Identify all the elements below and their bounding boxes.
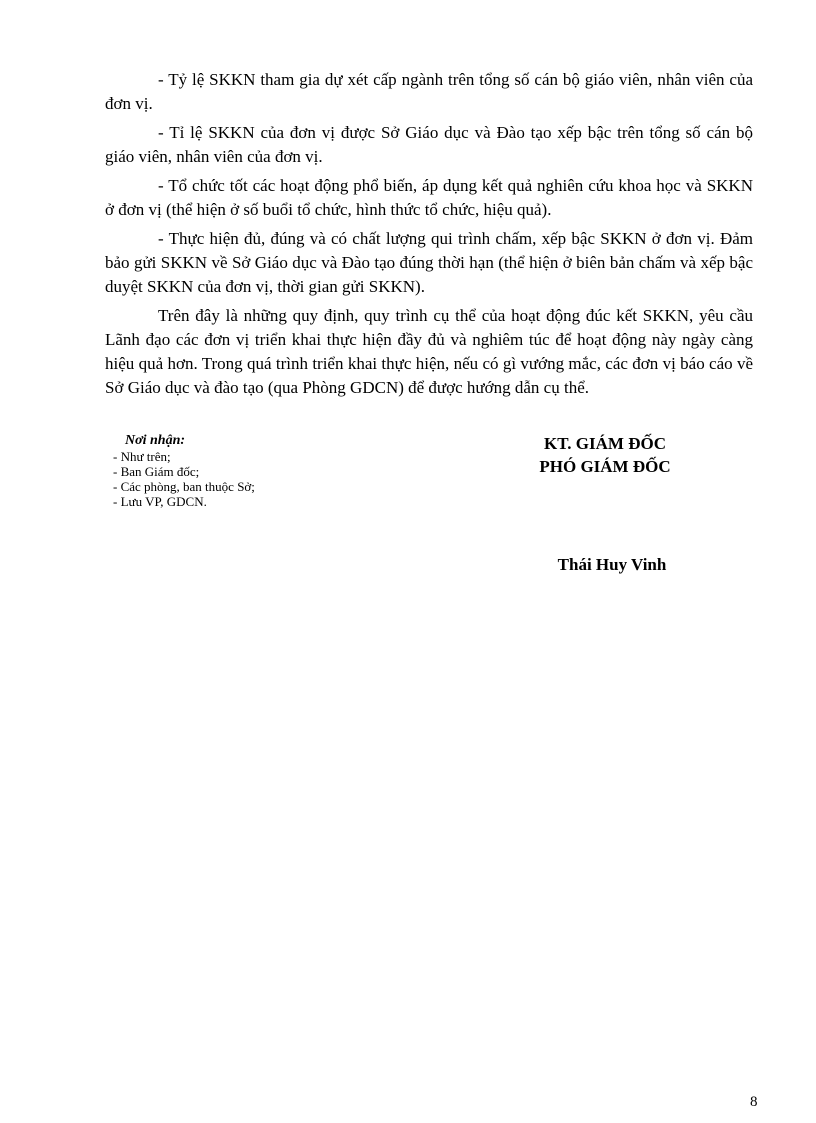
paragraph: - Thực hiện đủ, đúng và có chất lượng qui trình chấm, xếp bậc SKKN ở đơn vị. Đảm bảo gửi SKKN về Sở Giáo dục và Đào tạo đúng thời hạn (thể hiện ở biên bản chấm và xếp bậc duyệt SKKN của đơn vị, thời gian gửi SKKN). <box>105 229 753 296</box>
paragraph: - Tỉ lệ SKKN của đơn vị được Sở Giáo dục và Đào tạo xếp bậc trên tổng số cán bộ giáo viên, nhân viên của đơn vị. <box>105 123 753 166</box>
recipient-item: - Ban Giám đốc; <box>113 464 200 479</box>
paragraph: - Tổ chức tốt các hoạt động phổ biến, áp dụng kết quả nghiên cứu khoa học và SKKN ở đơn vị (thể hiện ở số buổi tổ chức, hình thức tổ chức, hiệu quả). <box>105 176 753 219</box>
recipients-list <box>113 449 373 509</box>
recipients-block <box>113 432 373 509</box>
recipient-item: - Các phòng, ban thuộc Sở; <box>113 479 255 494</box>
signer-name: Thái Huy Vinh <box>557 555 667 574</box>
signature-title-line1: KT. GIÁM ĐỐC <box>544 434 666 453</box>
paragraph: - Tỷ lệ SKKN tham gia dự xét cấp ngành trên tổng số cán bộ giáo viên, nhân viên của đơn vị. <box>105 70 753 113</box>
page-number: 8 <box>750 1094 758 1110</box>
document-body <box>105 68 753 405</box>
paragraph: Trên đây là những quy định, quy trình cụ thể của hoạt động đúc kết SKKN, yêu cầu Lãnh đạo các đơn vị triển khai thực hiện đầy đủ và nghiêm túc để hoạt động này ngày càng hiệu quả hơn. Trong quá trình triển khai thực hiện, nếu có gì vướng mắc, các đơn vị báo cáo về Sở Giáo dục và đào tạo (qua Phòng GDCN) để được hướng dẫn cụ thể. <box>105 306 753 397</box>
recipient-item: - Như trên; <box>113 449 171 464</box>
signature-block <box>475 432 735 478</box>
signature-title-line2: PHÓ GIÁM ĐỐC <box>539 457 671 476</box>
recipients-title: Nơi nhận: <box>125 433 186 448</box>
recipient-item: - Lưu VP, GDCN. <box>113 494 207 509</box>
